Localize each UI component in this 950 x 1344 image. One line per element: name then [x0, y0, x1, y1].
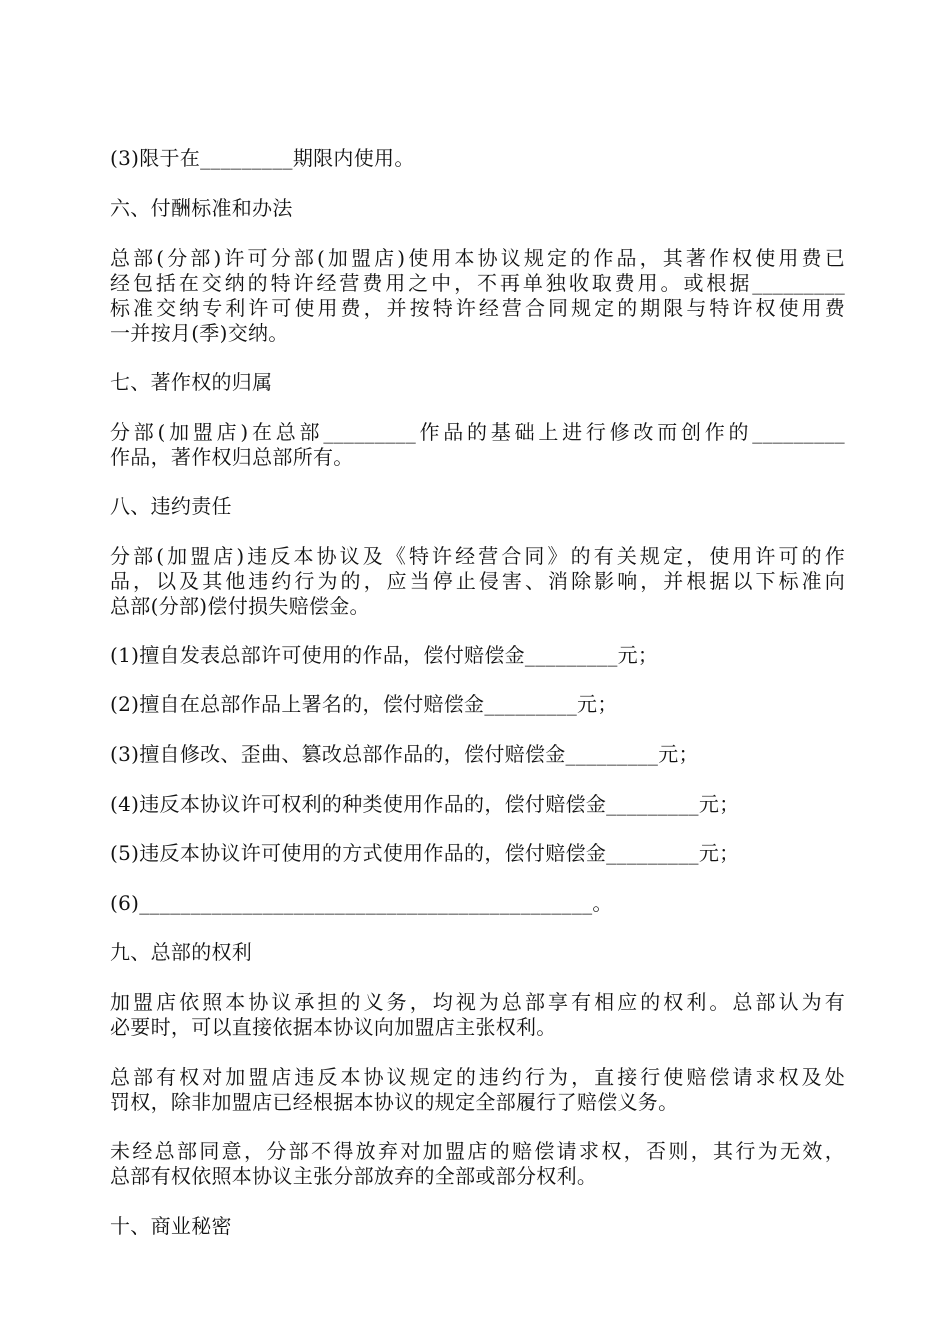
clause-item-5 — [110, 841, 845, 866]
section-heading-7 — [110, 370, 845, 395]
text-line: 总部(分部)偿付损失赔偿金。 — [110, 594, 370, 618]
text-line: 罚权，除非加盟店已经根据本协议的规定全部履行了赔偿义务。 — [110, 1090, 679, 1114]
clause-item-3 — [110, 742, 845, 767]
text-line: 必要时，可以直接依据本协议向加盟店主张权利。 — [110, 1015, 557, 1039]
section-heading-9 — [110, 940, 845, 965]
paragraph-hq-claim-rights — [110, 1065, 845, 1115]
section-heading-6 — [110, 196, 845, 221]
text-line: 总部有权对加盟店违反本协议规定的违约行为，直接行使赔偿请求权及处 — [110, 1065, 845, 1089]
text-line: 总部(分部)许可分部(加盟店)使用本协议规定的作品，其著作权使用费已 — [110, 246, 845, 270]
text-line: 分部(加盟店)在总部_________作品的基础上进行修改而创作的_________ — [110, 420, 845, 444]
text-line: 未经总部同意，分部不得放弃对加盟店的赔偿请求权，否则，其行为无效， — [110, 1139, 845, 1163]
text-line: 七、著作权的归属 — [110, 370, 273, 394]
text-line: 加盟店依照本协议承担的义务，均视为总部享有相应的权利。总部认为有 — [110, 990, 845, 1014]
text-line: (2)擅自在总部作品上署名的，偿付赔偿金_________元； — [110, 692, 618, 716]
text-line: (4)违反本协议许可权利的种类使用作品的，偿付赔偿金_________元； — [110, 792, 740, 816]
paragraph-remuneration — [110, 246, 845, 346]
section-heading-10 — [110, 1214, 845, 1239]
paragraph-hq-rights — [110, 990, 845, 1040]
clause-item-2 — [110, 692, 845, 717]
text-line: (6)____________________________________________。 — [110, 891, 613, 915]
paragraph-breach-liability — [110, 544, 845, 619]
text-line: 一并按月(季)交纳。 — [110, 321, 289, 345]
text-line: 经包括在交纳的特许经营费用之中，不再单独收取费用。或根据_________ — [110, 271, 845, 295]
clause-item-1 — [110, 643, 845, 668]
clause-item-3-term — [110, 146, 845, 171]
paragraph-no-waiver — [110, 1139, 845, 1189]
text-line: 九、总部的权利 — [110, 940, 253, 964]
text-line: 作品，著作权归总部所有。 — [110, 445, 354, 469]
text-line: 八、违约责任 — [110, 494, 232, 518]
text-line: 六、付酬标准和办法 — [110, 196, 293, 220]
section-heading-8 — [110, 494, 845, 519]
paragraph-copyright-ownership — [110, 420, 845, 470]
text-line: 十、商业秘密 — [110, 1214, 232, 1238]
clause-item-6 — [110, 891, 845, 916]
text-line: (5)违反本协议许可使用的方式使用作品的，偿付赔偿金_________元； — [110, 841, 740, 865]
text-line: 总部有权依照本协议主张分部放弃的全部或部分权利。 — [110, 1164, 598, 1188]
text-line: (3)限于在_________期限内使用。 — [110, 146, 415, 170]
text-line: (3)擅自修改、歪曲、篡改总部作品的，偿付赔偿金_________元； — [110, 742, 699, 766]
text-line: 分部(加盟店)违反本协议及《特许经营合同》的有关规定，使用许可的作 — [110, 544, 845, 568]
text-line: 标准交纳专利许可使用费，并按特许经营合同规定的期限与特许权使用费 — [110, 296, 845, 320]
clause-item-4 — [110, 792, 845, 817]
text-line: (1)擅自发表总部许可使用的作品，偿付赔偿金_________元； — [110, 643, 659, 667]
text-line: 品，以及其他违约行为的，应当停止侵害、消除影响，并根据以下标准向 — [110, 569, 845, 593]
